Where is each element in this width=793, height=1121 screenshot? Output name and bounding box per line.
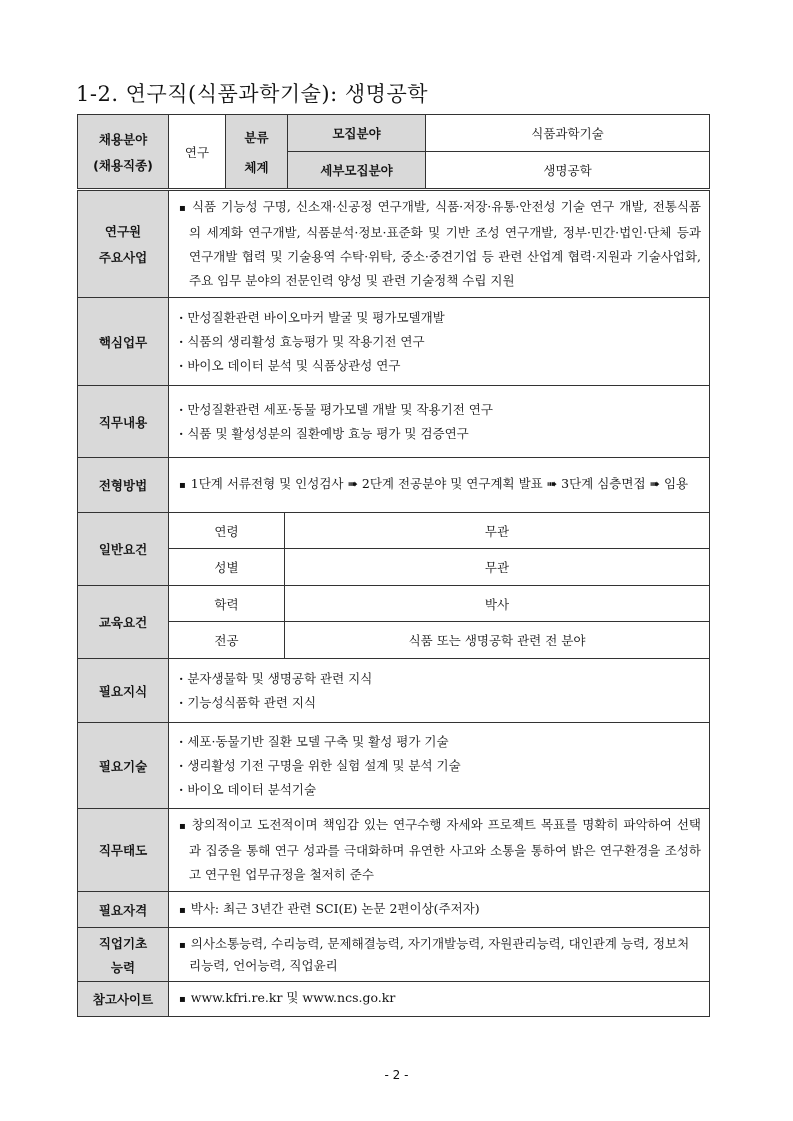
basic-label: 직업기초 능력: [78, 928, 169, 982]
attitude-text: ▪ 창의적이고 도전적이며 책임감 있는 연구수행 자세와 프로젝트 목표를 명확히 파악하여 선택과 집중을 통해 연구 성과를 극대화하며 유연한 사고와 소통을 통하여 밝은 연구환경을 조성하고 연구원 업무규정을 철저히 준수: [169, 809, 710, 892]
gender-key: 성별: [169, 549, 285, 586]
general-label: 일반요건: [78, 513, 169, 586]
page-number: - 2 -: [384, 1068, 409, 1082]
duty-list: [169, 386, 710, 458]
page-title: 1-2. 연구직(식품과학기술): 생명공학: [76, 82, 429, 106]
field-value: 연구: [169, 115, 226, 189]
recruit-label: 모집분야: [288, 115, 426, 152]
age-key: 연령: [169, 513, 285, 549]
list-item: · 생리활성 기전 구명을 위한 실험 설계 및 분석 기술: [179, 754, 701, 778]
education-label: 교육요건: [78, 586, 169, 659]
qualification-text: ▪ 박사: 최근 3년간 관련 SCI(E) 논문 2편이상(주저자): [169, 892, 710, 928]
class-label: 분류 체계: [226, 115, 288, 189]
list-item: · 기능성식품학 관련 지식: [179, 691, 701, 715]
knowledge-list: [169, 659, 710, 723]
ref-text: ▪ www.kfri.re.kr 및 www.ncs.go.kr: [169, 982, 710, 1017]
attitude-label: 직무태도: [78, 809, 169, 892]
basic-text: ▪ 의사소통능력, 수리능력, 문제해결능력, 자기개발능력, 자원관리능력, 대인관계 능력, 정보처리능력, 언어능력, 직업윤리: [169, 928, 710, 982]
gender-value: 무관: [285, 549, 710, 586]
sub-recruit-value: 생명공학: [426, 152, 710, 189]
field-label: 채용분야 (채용직종): [78, 115, 169, 189]
core-list: [169, 298, 710, 386]
list-item: · 식품의 생리활성 효능평가 및 작용기전 연구: [179, 330, 701, 354]
sub-recruit-label: 세부모집분야: [288, 152, 426, 189]
ref-label: 참고사이트: [78, 982, 169, 1017]
institute-text: ▪ 식품 기능성 구명, 신소재·신공정 연구개발, 식품·저장·유통·안전성 기술 연구 개발, 전통식품의 세계화 연구개발, 식품분석·정보·표준화 및 기반 조성 연구개발, 정부·민간·법인·단체 등과 연구개발 협력 및 기술용역 수탁·위탁, 중소·중견기업 등 관련 산업계 협력·지원과 기술사업화, 주요 임무 분야의 전문인력 양성 및 관련 기술정책 수립 지원: [169, 191, 710, 298]
list-item: · 세포·동물기반 질환 모델 구축 및 활성 평가 기술: [179, 730, 701, 754]
skill-list: [169, 723, 710, 809]
degree-value: 박사: [285, 586, 710, 622]
institute-label: 연구원 주요사업: [78, 191, 169, 298]
list-item: · 식품 및 활성성분의 질환예방 효능 평가 및 검증연구: [179, 422, 701, 446]
list-item: · 분자생물학 및 생명공학 관련 지식: [179, 667, 701, 691]
age-value: 무관: [285, 513, 710, 549]
process-text: ▪ 1단계 서류전형 및 인성검사 ➠ 2단계 전공분야 및 연구계획 발표 ➠ 3단계 심층면접 ➠ 임용: [169, 458, 710, 513]
recruit-value: 식품과학기술: [426, 115, 710, 152]
requirements-table: [77, 190, 710, 1017]
degree-key: 학력: [169, 586, 285, 622]
process-label: 전형방법: [78, 458, 169, 513]
major-value: 식품 또는 생명공학 관련 전 분야: [285, 622, 710, 659]
major-key: 전공: [169, 622, 285, 659]
list-item: · 만성질환관련 세포·동물 평가모델 개발 및 작용기전 연구: [179, 398, 701, 422]
knowledge-label: 필요지식: [78, 659, 169, 723]
core-label: 핵심업무: [78, 298, 169, 386]
classification-table: [77, 114, 710, 189]
list-item: · 만성질환관련 바이오마커 발굴 및 평가모델개발: [179, 306, 701, 330]
qualification-label: 필요자격: [78, 892, 169, 928]
skill-label: 필요기술: [78, 723, 169, 809]
list-item: · 바이오 데이터 분석기술: [179, 778, 701, 802]
duty-label: 직무내용: [78, 386, 169, 458]
list-item: · 바이오 데이터 분석 및 식품상관성 연구: [179, 354, 701, 378]
